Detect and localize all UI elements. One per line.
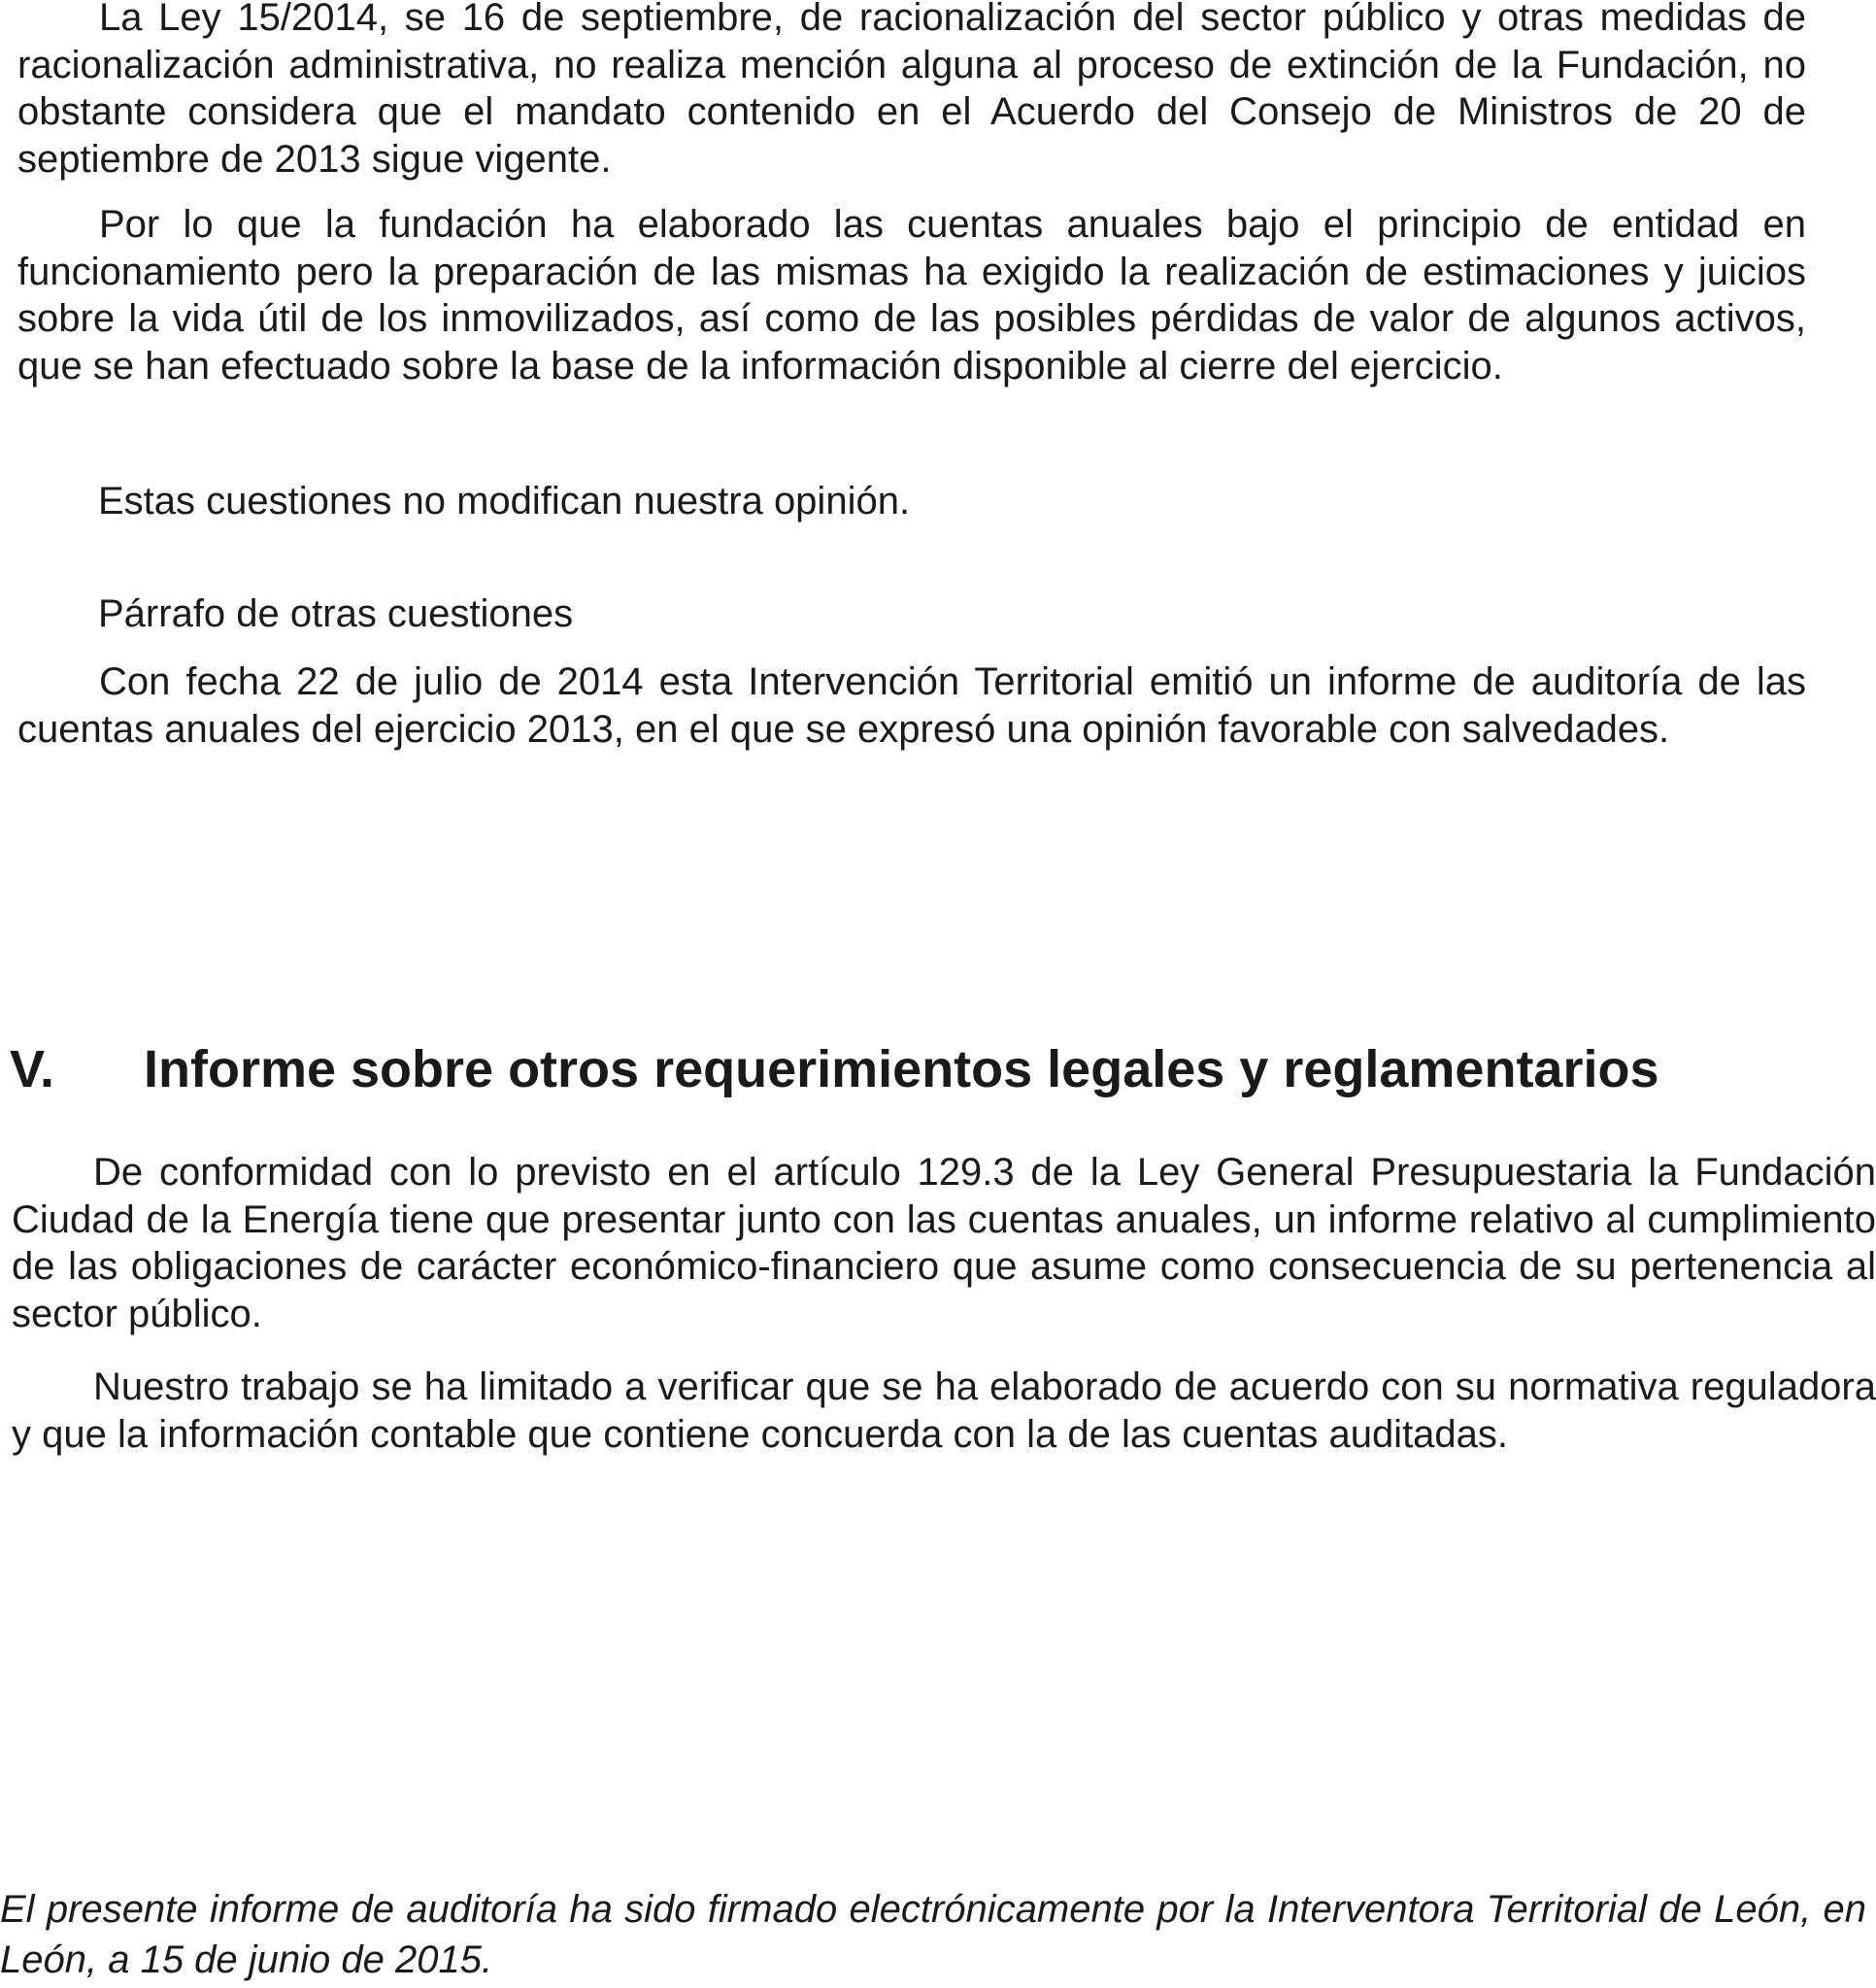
paragraph-informe-2013: Con fecha 22 de julio de 2014 esta Intervención Territorial emitió un informe de auditoría de las cuentas anuales del ejercicio 2013, en el que se expresó una opinión favorable con salvedades.: [17, 660, 1806, 751]
paragraph-opinion-statement: Estas cuestiones no modifican nuestra opinión.: [98, 480, 911, 522]
section-number: V.: [10, 1040, 55, 1098]
signature-note: El presente informe de auditoría ha sido firmado electrónicamente por la Interventora Territorial de León, en León, a 15 de junio de 2015.: [0, 1888, 1866, 1981]
paragraph-ley-general-presupuestaria: De conformidad con lo previsto en el artículo 129.3 de la Ley General Presupuestaria la Fundación Ciudad de la Energía tiene que presentar junto con las cuentas anuales, un informe relativo al cumplimiento de las obligaciones de carácter económico-financiero que asume como consecuencia de su pertenencia al sector público.: [12, 1151, 1876, 1335]
section-v-heading: [10, 1039, 1659, 1099]
paragraph-cuentas-anuales-estimaciones: Por lo que la fundación ha elaborado las cuentas anuales bajo el principio de entidad en funcionamiento pero la preparación de las mismas ha exigido la realización de estimaciones y juicios sobre la vida útil de los inmovilizados, así como de las posibles pérdidas de valor de algunos activos, que se han efectuado sobre la base de la información disponible al cierre del ejercicio.: [17, 203, 1806, 387]
paragraph-ley-15-2014: La Ley 15/2014, se 16 de septiembre, de racionalización del sector público y otras medidas de racionalización administrativa, no realiza mención alguna al proceso de extinción de la Fundación, no obstante considera que el mandato contenido en el Acuerdo del Consejo de Ministros de 20 de septiembre de 2013 sigue vigente.: [17, 0, 1806, 181]
paragraph-trabajo-verificacion: Nuestro trabajo se ha limitado a verificar que se ha elaborado de acuerdo con su normativa reguladora y que la información contable que contiene concuerda con la de las cuentas auditadas.: [12, 1365, 1876, 1456]
subheading-otras-cuestiones: Párrafo de otras cuestiones: [98, 592, 574, 635]
section-title: Informe sobre otros requerimientos legales y reglamentarios: [144, 1040, 1659, 1098]
